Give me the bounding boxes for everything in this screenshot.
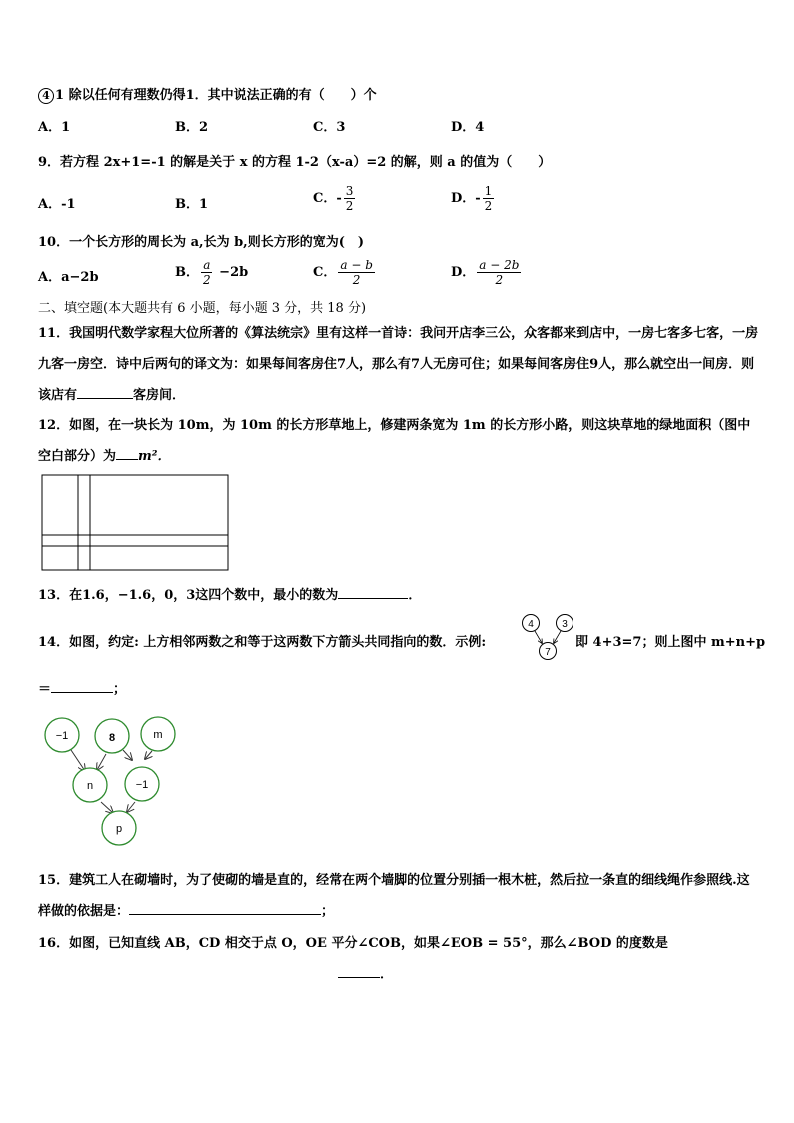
q15-text: 15．建筑工人在砌墙时，为了使砌的墙是直的，经常在两个墙脚的位置分别插一根木桩，然后拉一条直的细线绳作参照线.这样做的依据是： bbox=[38, 873, 750, 919]
q14-number-diagram bbox=[40, 710, 190, 850]
q16-answer-blank[interactable] bbox=[338, 977, 380, 978]
q14-text: 14．如图，约定: 上方相邻两数之和等于这两数下方箭头共同指向的数．示例: bbox=[38, 635, 487, 650]
q9-option-c-label: C．- bbox=[313, 191, 342, 206]
q8-tail bbox=[38, 84, 377, 104]
q8-option-c: C．3 bbox=[313, 120, 346, 135]
q14-eq: ＝ bbox=[38, 682, 52, 697]
q16 bbox=[38, 928, 760, 990]
q11 bbox=[38, 318, 760, 411]
q10-option-c-label: C． bbox=[313, 265, 337, 280]
q14-after-text: 即 4+3=7；则上图中 m+n+p bbox=[575, 635, 766, 650]
q13-tail: ． bbox=[408, 588, 422, 603]
node-bottom-label: p bbox=[115, 823, 123, 835]
node-top-2-label: 8 bbox=[108, 732, 116, 744]
q14-tail: ； bbox=[113, 682, 127, 697]
q8-option-a: A．1 bbox=[38, 120, 71, 135]
q10-option-b bbox=[175, 258, 248, 287]
circled-number: 4 bbox=[38, 88, 54, 104]
q14-example-diagram bbox=[519, 612, 573, 662]
example-a-label: 4 bbox=[528, 619, 534, 630]
q10-option-c-fraction bbox=[338, 258, 375, 287]
fraction-denominator: 2 bbox=[484, 199, 493, 213]
node-top-1-label: −1 bbox=[55, 730, 69, 742]
section-heading: 二、填空题(本大题共有 6 小题，每小题 3 分，共 18 分) bbox=[38, 301, 367, 316]
q12 bbox=[38, 410, 760, 472]
q9-option-c bbox=[313, 184, 357, 213]
q10-option-d-fraction bbox=[477, 258, 521, 287]
fraction-numerator: a − 2b bbox=[479, 258, 520, 272]
q11-answer-blank[interactable] bbox=[77, 398, 133, 399]
q13-text: 13．在1.6，−1.6，0，3这四个数中，最小的数为 bbox=[38, 588, 339, 603]
fraction-denominator: 2 bbox=[495, 273, 504, 287]
node-middle-2-label: −1 bbox=[135, 779, 149, 791]
example-sum-label: 7 bbox=[545, 647, 551, 658]
q8-option-b: B．2 bbox=[175, 120, 209, 135]
example-b-label: 3 bbox=[562, 619, 568, 630]
fraction-numerator: a − b bbox=[340, 258, 373, 272]
q15 bbox=[38, 865, 760, 927]
q16-tail: ． bbox=[380, 967, 394, 982]
q9-option-d-fraction bbox=[483, 184, 495, 213]
fraction-numerator: 3 bbox=[345, 184, 354, 198]
q13 bbox=[38, 584, 421, 603]
fraction-numerator: a bbox=[203, 258, 211, 272]
q9-option-a: A．-1 bbox=[38, 197, 76, 212]
q14-answer-line bbox=[38, 678, 126, 697]
q10-option-d-label: D． bbox=[451, 265, 476, 280]
q12-answer-blank[interactable] bbox=[116, 459, 138, 460]
q11-text: 11．我国明代数学家程大位所著的《算法统宗》里有这样一首诗：我问开店李三公，众客都来到店中，一房七客多七客，一房九客一房空．诗中后两句的译文为：如果每间客房住7人，那么有7人无房可住；如果每间客房住9人，那么就空出一间房．则该店有 bbox=[38, 326, 759, 403]
q15-tail: ； bbox=[321, 904, 335, 919]
q12-text: 12．如图，在一块长为 10m，为 10m 的长方形草地上，修建两条宽为 1m 的长方形小路，则这块草地的绿地面积（图中空白部分）为 bbox=[38, 418, 751, 464]
fraction-denominator: 2 bbox=[203, 273, 211, 287]
q15-answer-blank[interactable] bbox=[129, 914, 321, 915]
q9-option-d bbox=[451, 184, 496, 213]
node-middle-1-label: n bbox=[86, 780, 94, 792]
q10-option-b-fraction bbox=[201, 258, 213, 287]
fraction-denominator: 2 bbox=[345, 199, 354, 213]
q9-option-c-fraction bbox=[344, 184, 356, 213]
q10-text: 10．一个长方形的周长为 a,长为 b,则长方形的宽为( ) bbox=[38, 235, 365, 250]
q9-option-d-label: D．- bbox=[451, 191, 481, 206]
q10-option-a: A．a−2b bbox=[38, 270, 99, 285]
fraction-denominator: 2 bbox=[352, 273, 361, 287]
fraction-numerator: 1 bbox=[484, 184, 493, 198]
q9-text: 9．若方程 2x+1=-1 的解是关于 x 的方程 1-2（x-a）=2 的解，则 a 的值为（ ） bbox=[38, 155, 552, 170]
q12-tail: m²． bbox=[138, 449, 171, 464]
q8-tail-text: 1 除以任何有理数仍得1．其中说法正确的有（ ）个 bbox=[55, 88, 377, 103]
lawn-figure bbox=[41, 474, 231, 572]
q16-text: 16．如图，已知直线 AB，CD 相交于点 O，OE 平分∠COB，如果∠EOB = 55°，那么∠BOD 的度数是 bbox=[38, 936, 668, 951]
q10-option-d bbox=[451, 258, 523, 287]
q10-option-c bbox=[313, 258, 377, 287]
q13-answer-blank[interactable] bbox=[338, 598, 408, 599]
q9-option-b: B．1 bbox=[175, 197, 209, 212]
node-top-3-label: m bbox=[153, 729, 163, 741]
q11-tail: 客房间． bbox=[133, 388, 186, 403]
q10-option-b-tail: −2b bbox=[219, 265, 249, 280]
q10-option-b-label: B． bbox=[175, 265, 199, 280]
lawn-outline bbox=[42, 475, 228, 570]
q14-answer-blank[interactable] bbox=[51, 692, 113, 693]
q8-option-d: D．4 bbox=[451, 120, 485, 135]
